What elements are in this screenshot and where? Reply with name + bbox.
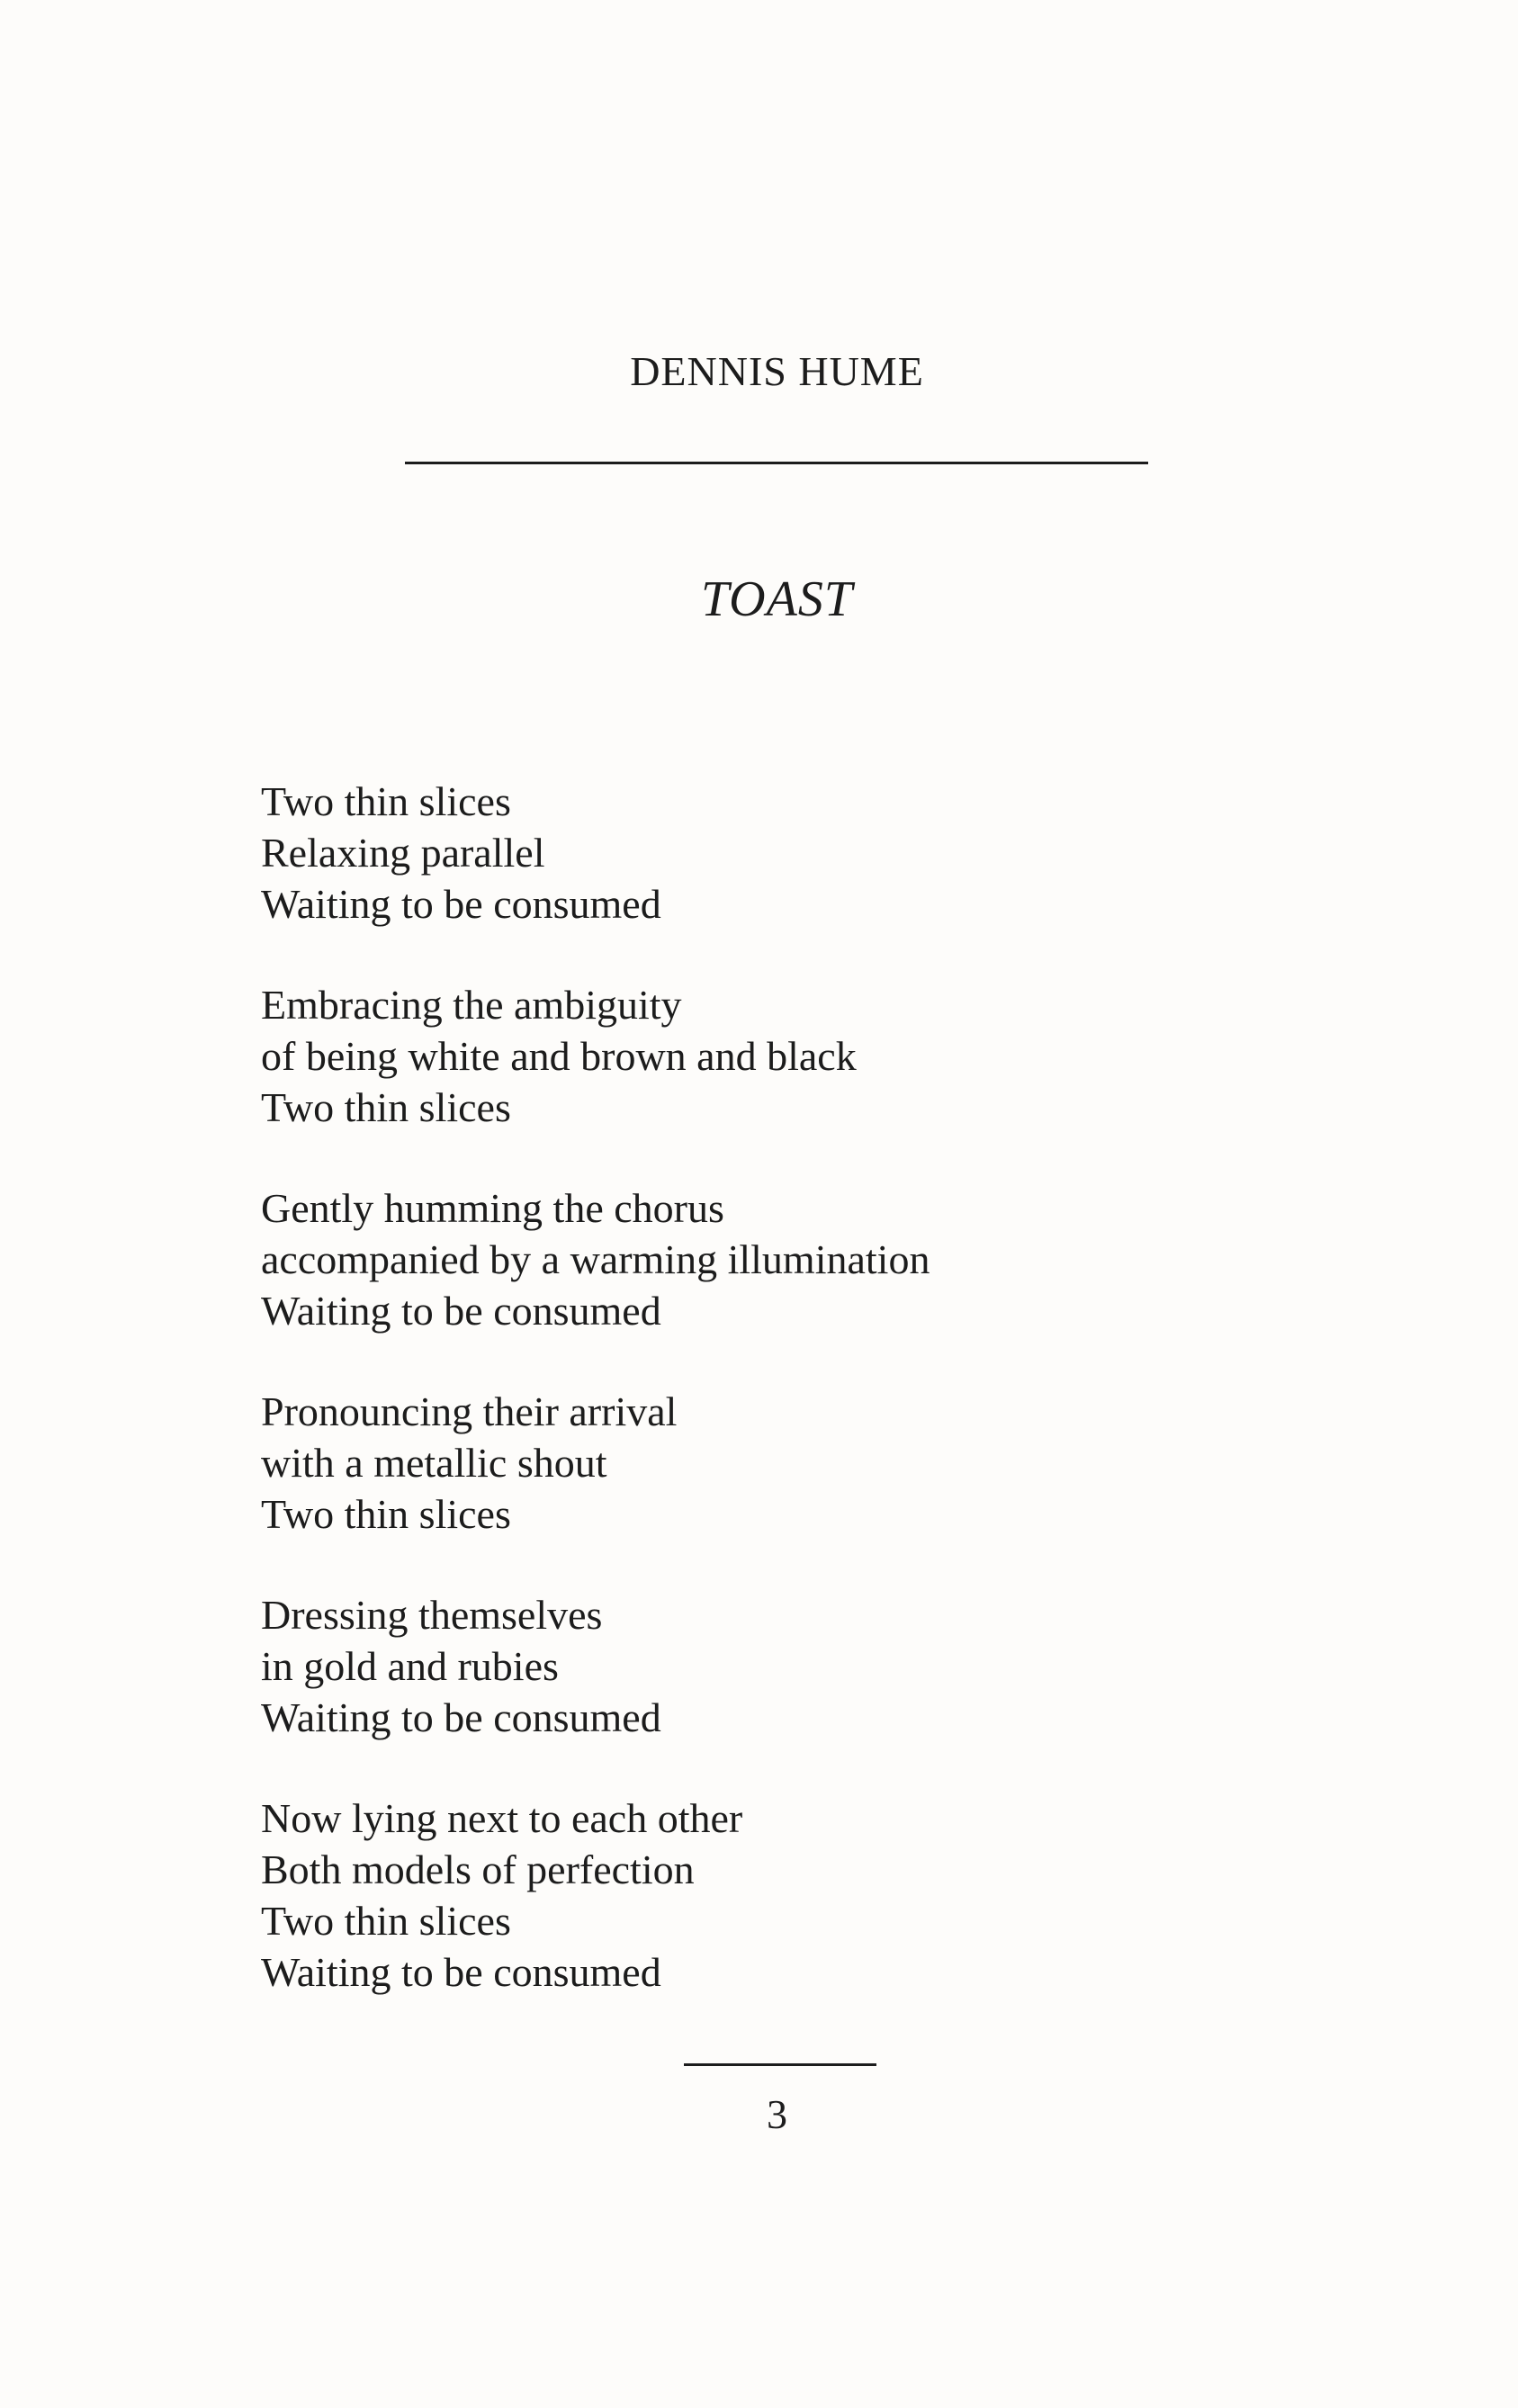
poem-title: TOAST (701, 571, 853, 627)
poem-line: Two thin slices (261, 1084, 511, 1130)
bottom-divider (684, 2063, 876, 2066)
poem-line: of being white and brown and black (261, 1033, 857, 1079)
author-name: DENNIS HUME (630, 348, 924, 394)
poem-line: Dressing themselves (261, 1592, 603, 1638)
poem-line: Relaxing parallel (261, 830, 545, 876)
poem-line: Two thin slices (261, 1491, 511, 1537)
stanza (261, 1386, 1251, 1540)
stanza (261, 1793, 1251, 1998)
poem-body (261, 776, 1251, 2047)
poem-line: Embracing the ambiguity (261, 982, 682, 1028)
poem-line: in gold and rubies (261, 1643, 559, 1689)
poem-line: Gently humming the chorus (261, 1185, 724, 1231)
poem-line: Two thin slices (261, 1898, 511, 1944)
poem-line: Both models of perfection (261, 1846, 695, 1892)
poem-line: Waiting to be consumed (261, 1288, 661, 1334)
stanza (261, 776, 1251, 930)
poem-line: accompanied by a warming illumination (261, 1236, 930, 1282)
poem-line: with a metallic shout (261, 1440, 607, 1486)
page-number: 3 (767, 2091, 787, 2137)
poem-line: Waiting to be consumed (261, 881, 661, 927)
top-divider (405, 462, 1148, 464)
stanza (261, 1589, 1251, 1743)
poem-line: Now lying next to each other (261, 1795, 743, 1841)
poem-line: Two thin slices (261, 778, 511, 824)
stanza (261, 979, 1251, 1133)
stanza (261, 1182, 1251, 1336)
poem-line: Pronouncing their arrival (261, 1388, 678, 1434)
poem-line: Waiting to be consumed (261, 1949, 661, 1995)
poem-line: Waiting to be consumed (261, 1694, 661, 1740)
